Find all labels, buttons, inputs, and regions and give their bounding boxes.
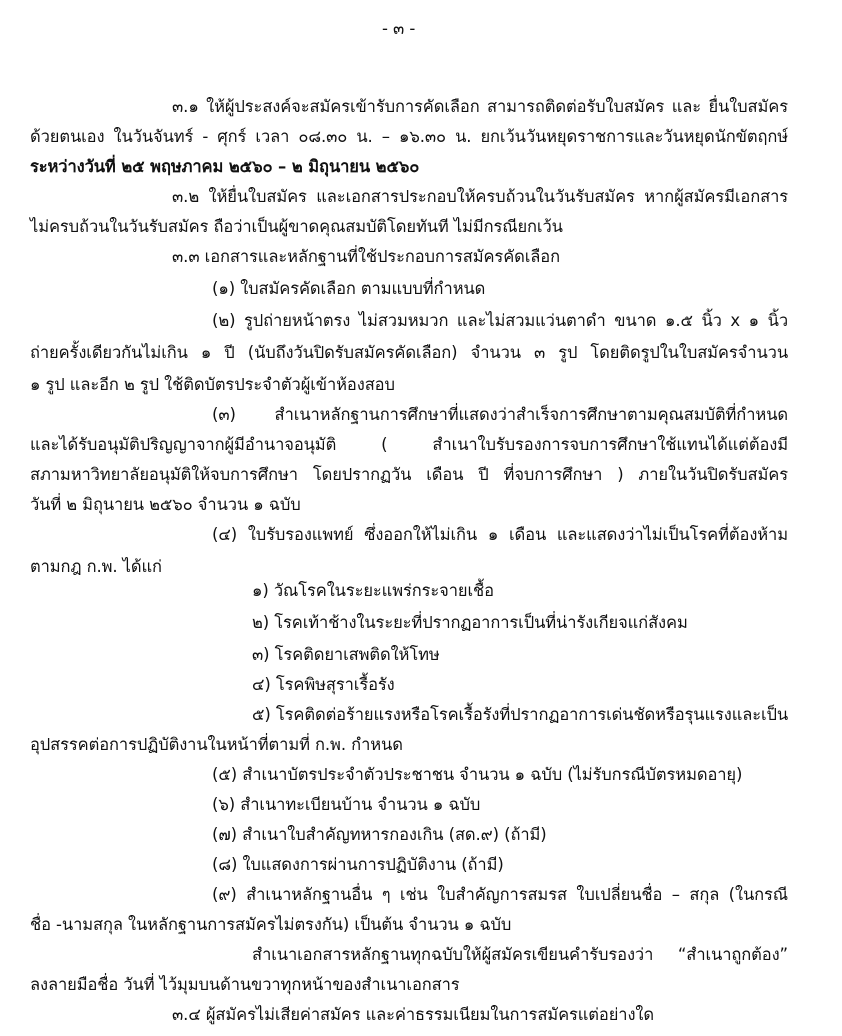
disease-item-4: ๔) โรคพิษสุราเรื้อรัง	[252, 675, 395, 694]
doc-item-8: (๘) ใบแสดงการผ่านการปฏิบัติงาน (ถ้ามี)	[212, 855, 504, 874]
disease-item-5-line-2: อุปสรรคต่อการปฏิบัติงานในหน้าที่ตามที่ ก.พ. กำหนด	[30, 735, 403, 754]
disease-item-5-line-1: ๕) โรคติดต่อร้ายแรงหรือโรคเรื้อรังที่ปรากฏอาการเด่นชัดหรือรุนแรงและเป็น	[252, 705, 789, 724]
disease-item-2: ๒) โรคเท้าช้างในระยะที่ปรากฏอาการเป็นที่น่ารังเกียจแก่สังคม	[252, 613, 688, 632]
section-3-1-line-1: ๓.๑ ให้ผู้ประสงค์จะสมัครเข้ารับการคัดเลือก สามารถติดต่อรับใบสมัคร และ ยื่นใบสมัคร	[172, 97, 788, 116]
disease-item-3: ๓) โรคติดยาเสพติดให้โทษ	[252, 645, 440, 664]
doc-item-2-line-1: (๒) รูปถ่ายหน้าตรง ไม่สวมหมวก และไม่สวมแว่นตาดำ ขนาด ๑.๕ นิ้ว x ๑ นิ้ว	[212, 311, 788, 330]
page-number: - ๓ -	[382, 19, 416, 38]
doc-item-4-line-2: ตามกฎ ก.พ. ได้แก่	[30, 557, 162, 576]
doc-item-9-line-2: ชื่อ -นามสกุล ในหลักฐานการสมัครไม่ตรงกัน) เป็นต้น จำนวน ๑ ฉบับ	[30, 915, 512, 934]
section-3-1-period: ระหว่างวันที่ ๒๕ พฤษภาคม ๒๕๖๐ – ๒ มิถุนายน ๒๕๖๐	[30, 157, 420, 176]
doc-item-3-line-3: สภามหาวิทยาลัยอนุมัติให้จบการศึกษา โดยปรากฏวัน เดือน ปี ที่จบการศึกษา ) ภายในวันปิดรับสมัคร	[30, 465, 788, 484]
section-3-2-line-1: ๓.๒ ให้ยื่นใบสมัคร และเอกสารประกอบให้ครบถ้วนในวันรับสมัคร หากผู้สมัครมีเอกสาร	[172, 187, 788, 206]
section-3-2-line-2: ไม่ครบถ้วนในวันรับสมัคร ถือว่าเป็นผู้ขาดคุณสมบัติโดยทันที ไม่มีกรณียกเว้น	[30, 217, 563, 236]
doc-item-2-line-2: ถ่ายครั้งเดียวกันไม่เกิน ๑ ปี (นับถึงวันปิดรับสมัครคัดเลือก) จำนวน ๓ รูป โดยติดรูปในใบสมัครจำนวน	[30, 343, 788, 362]
doc-item-3-line-1: (๓) สำเนาหลักฐานการศึกษาที่แสดงว่าสำเร็จการศึกษาตามคุณสมบัติที่กำหนด	[212, 405, 788, 424]
certify-note-line-2: ลงลายมือชื่อ วันที่ ไว้มุมบนด้านขวาทุกหน้าของสำเนาเอกสาร	[30, 975, 460, 994]
doc-item-9-line-1: (๙) สำเนาหลักฐานอื่น ๆ เช่น ใบสำคัญการสมรส ใบเปลี่ยนชื่อ – สกุล (ในกรณี	[212, 885, 788, 904]
doc-item-3-line-4: วันที่ ๒ มิถุนายน ๒๕๖๐ จำนวน ๑ ฉบับ	[30, 495, 301, 514]
section-3-3-title: ๓.๓ เอกสารและหลักฐานที่ใช้ประกอบการสมัครคัดเลือก	[172, 247, 560, 266]
doc-item-6: (๖) สำเนาทะเบียนบ้าน จำนวน ๑ ฉบับ	[212, 795, 481, 814]
section-3-1-line-2: ด้วยตนเอง ในวันจันทร์ - ศุกร์ เวลา ๐๘.๓๐ น. – ๑๖.๓๐ น. ยกเว้นวันหยุดราชการและวันหยุดนักขัตฤกษ์	[30, 127, 788, 146]
certify-note-line-1: สำเนาเอกสารหลักฐานทุกฉบับให้ผู้สมัครเขียนคำรับรองว่า “สำเนาถูกต้อง”	[252, 945, 788, 964]
doc-item-2-line-3: ๑ รูป และอีก ๒ รูป ใช้ติดบัตรประจำตัวผู้เข้าห้องสอบ	[30, 375, 395, 394]
disease-item-1: ๑) วัณโรคในระยะแพร่กระจายเชื้อ	[252, 581, 494, 600]
doc-item-3-line-2: และได้รับอนุมัติปริญญาจากผู้มีอำนาจอนุมัติ ( สำเนาใบรับรองการจบการศึกษาใช้แทนได้แต่ต้องมี	[30, 435, 788, 454]
doc-item-1: (๑) ใบสมัครคัดเลือก ตามแบบที่กำหนด	[212, 279, 486, 298]
doc-item-5: (๕) สำเนาบัตรประจำตัวประชาชน จำนวน ๑ ฉบับ (ไม่รับกรณีบัตรหมดอายุ)	[212, 765, 743, 784]
doc-item-7: (๗) สำเนาใบสำคัญทหารกองเกิน (สด.๙) (ถ้ามี)	[212, 825, 547, 844]
section-3-4: ๓.๔ ผู้สมัครไม่เสียค่าสมัคร และค่าธรรมเนียมในการสมัครแต่อย่างใด	[172, 1005, 654, 1024]
doc-item-4-line-1: (๔) ใบรับรองแพทย์ ซึ่งออกให้ไม่เกิน ๑ เดือน และแสดงว่าไม่เป็นโรคที่ต้องห้าม	[212, 525, 788, 544]
